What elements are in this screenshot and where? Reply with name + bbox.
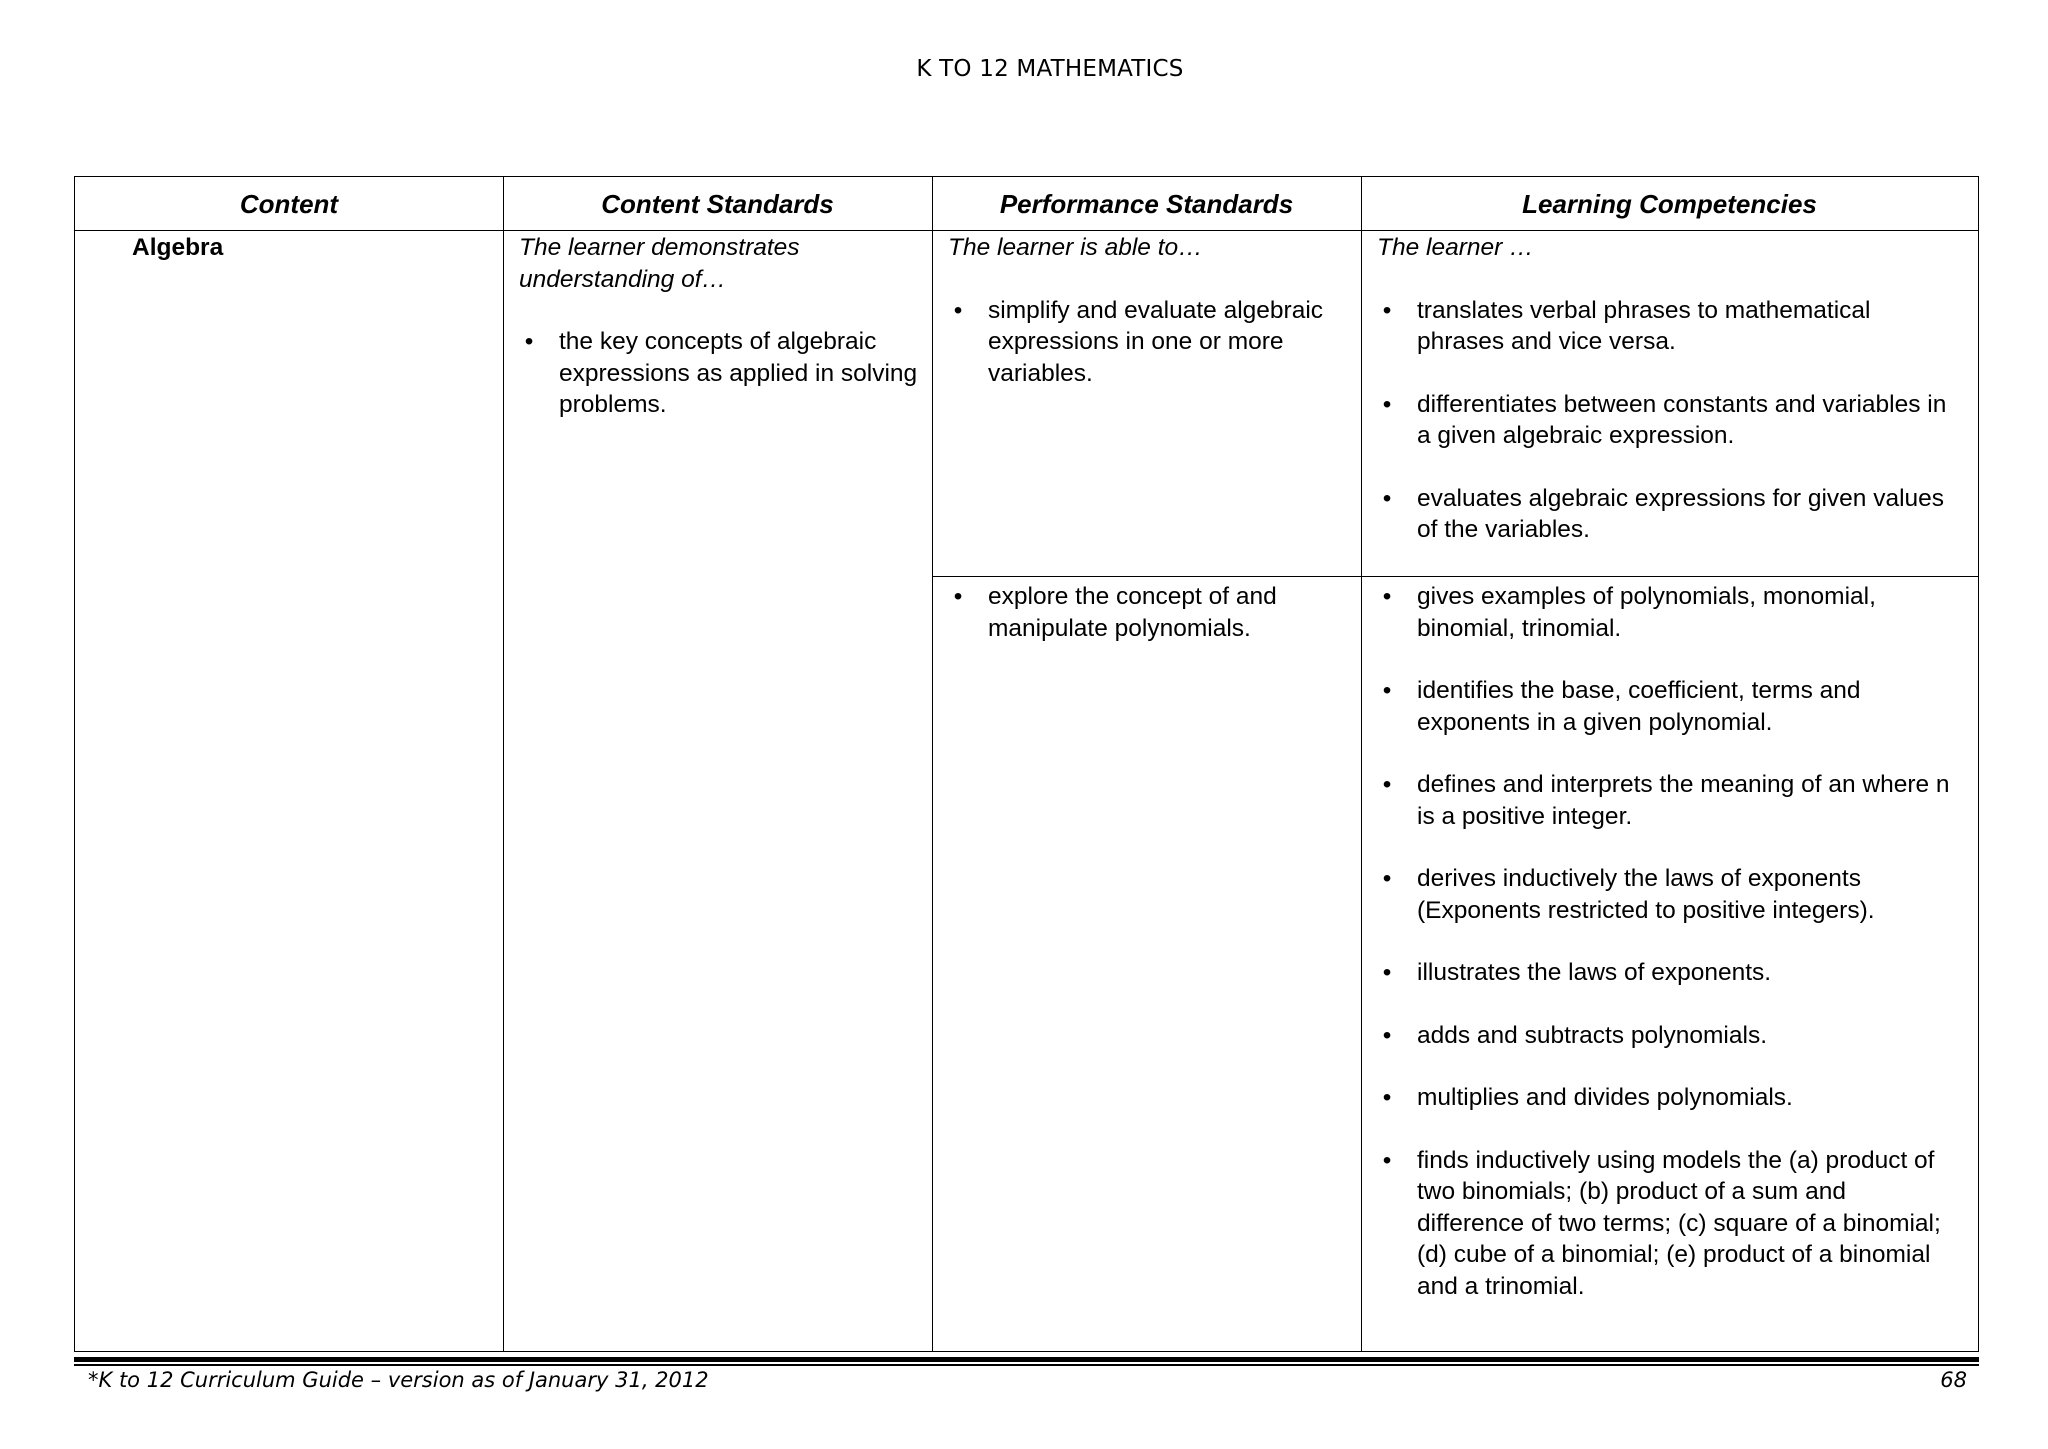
list-item-text: defines and interprets the meaning of an where n is a positive integer.	[1417, 771, 1950, 830]
learning-competencies-list-1	[1377, 295, 1952, 546]
column-divider	[1361, 177, 1362, 1351]
footer-rule-thin	[74, 1364, 1979, 1366]
performance-standards-cell-1	[948, 232, 1348, 389]
list-item-text: finds inductively using models the (a) product of two binomials; (b) product of a sum and difference of two terms; (c) square of a binomial; (d) cube of a binomial; (e) product of a binomial and a trinomial.	[1417, 1146, 1941, 1300]
column-header-performance-standards: Performance Standards	[999, 189, 1294, 219]
bullet-icon: •	[953, 583, 963, 610]
content-standards-list	[519, 326, 919, 421]
curriculum-table	[74, 176, 1979, 1352]
row-divider	[932, 576, 1978, 577]
list-item	[1377, 863, 1952, 926]
column-divider	[932, 177, 933, 1351]
list-item-text: multiplies and divides polynomials.	[1417, 1084, 1793, 1111]
bullet-icon: •	[1382, 677, 1392, 704]
bullet-icon: •	[1382, 484, 1392, 512]
list-item-text: translates verbal phrases to mathematical phrases and vice versa.	[1417, 296, 1871, 355]
list-item	[948, 581, 1348, 644]
list-item	[948, 295, 1348, 390]
page-number: 68	[1940, 1368, 1967, 1392]
list-item	[1377, 581, 1952, 644]
bullet-icon: •	[953, 296, 963, 324]
performance-standards-list-1	[948, 295, 1348, 390]
bullet-icon: •	[1382, 771, 1392, 798]
list-item	[1377, 769, 1952, 832]
bullet-icon: •	[1382, 583, 1392, 610]
bullet-icon: •	[1382, 1084, 1392, 1111]
learning-competencies-cell-2	[1377, 581, 1952, 1302]
column-header-content-standards: Content Standards	[601, 189, 834, 219]
performance-standards-list-2	[948, 581, 1348, 644]
learning-competencies-list-2	[1377, 581, 1952, 1302]
list-item-text: explore the concept of and manipulate polynomials.	[988, 583, 1277, 642]
list-item	[1377, 675, 1952, 738]
list-item	[1377, 1082, 1952, 1114]
column-divider	[503, 177, 504, 1351]
list-item-text: identifies the base, coefficient, terms and exponents in a given polynomial.	[1417, 677, 1861, 736]
learning-competencies-cell-1	[1377, 232, 1952, 546]
content-title: Algebra	[132, 234, 224, 261]
bullet-icon: •	[1382, 390, 1392, 418]
list-item-text: simplify and evaluate algebraic expressions in one or more variables.	[988, 296, 1324, 387]
page-header-title: K TO 12 MATHEMATICS	[916, 56, 1184, 82]
column-header-learning-competencies: Learning Competencies	[1522, 189, 1817, 219]
content-standards-intro: The learner demonstrates understanding of…	[519, 234, 800, 293]
column-header-content: Content	[239, 189, 339, 219]
learning-competencies-intro: The learner …	[1377, 234, 1534, 261]
list-item	[519, 326, 919, 421]
list-item-text: differentiates between constants and variables in a given algebraic expression.	[1417, 390, 1947, 449]
footer-rule-thick	[74, 1357, 1979, 1362]
list-item	[1377, 1020, 1952, 1052]
content-standards-cell	[519, 232, 919, 421]
list-item	[1377, 1145, 1952, 1303]
list-item-text: illustrates the laws of exponents.	[1417, 959, 1772, 986]
list-item	[1377, 483, 1952, 546]
list-item	[1377, 295, 1952, 358]
bullet-icon: •	[1382, 959, 1392, 986]
performance-standards-cell-2	[948, 581, 1348, 644]
list-item-text: adds and subtracts polynomials.	[1417, 1021, 1767, 1049]
list-item-text: the key concepts of algebraic expressions as applied in solving problems.	[559, 328, 918, 418]
content-cell	[132, 232, 492, 264]
list-item	[1377, 957, 1952, 989]
bullet-icon: •	[1382, 865, 1392, 892]
bullet-icon: •	[1382, 296, 1392, 324]
list-item-text: gives examples of polynomials, monomial, binomial, trinomial.	[1417, 583, 1876, 642]
bullet-icon: •	[524, 328, 534, 355]
bullet-icon: •	[1382, 1146, 1392, 1174]
list-item-text: derives inductively the laws of exponents (Exponents restricted to positive integers).	[1417, 865, 1875, 924]
performance-standards-intro: The learner is able to…	[948, 234, 1203, 261]
footer-note: *K to 12 Curriculum Guide – version as of January 31, 2012	[88, 1368, 709, 1392]
list-item-text: evaluates algebraic expressions for given values of the variables.	[1417, 484, 1945, 543]
bullet-icon: •	[1382, 1021, 1392, 1049]
list-item	[1377, 389, 1952, 452]
